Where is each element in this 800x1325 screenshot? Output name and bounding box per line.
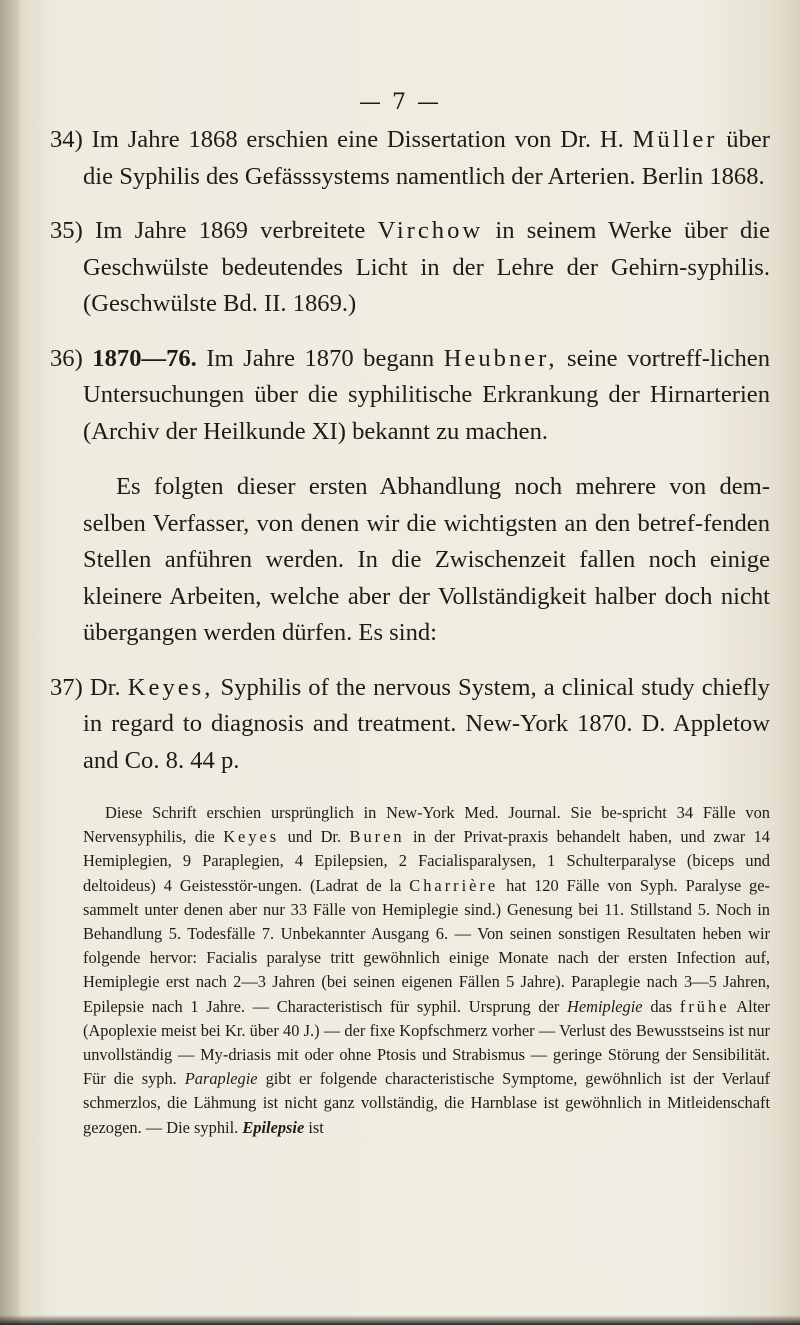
entry-text: in seinem Werke über die Geschwülste bedeutendes Licht in der Lehre der Gehirn-syphilis. (Geschwülste Bd. II. 1869.) [83, 217, 771, 317]
note-text: in der Privat-praxis behandelt haben, und zwar 14 Hemiplegien, 9 Paraplegien, 4 Epilepsien, 2 Facialisparalysen, 1 Schulterparalyse (biceps und deltoideus) 4 Geistesstör-ungen. (Ladrat de la [83, 827, 771, 895]
page-number: — 7 — [359, 90, 441, 115]
entry-35 [50, 213, 770, 323]
page-body [50, 122, 770, 1140]
author-name: Keyes, [127, 673, 214, 701]
entry-number: 37) [50, 673, 83, 701]
author-name: Virchow [377, 217, 484, 244]
entry-text: Im Jahre 1870 begann [206, 344, 435, 372]
note-text: gibt er folgende characteristische Symptome, gewöhnlich ist der Verlauf schmerzlos, die Lähmung ist nicht ganz vollständig, die Harnblase ist gewöhnlich in Mitleidenschaft gezogen. — Die syphil. [83, 1069, 770, 1137]
page-binding-edge [0, 0, 20, 1325]
entry-text: Syphilis of the nervous System, a clinical study chiefly in regard to diagnosis and treatment. New-York 1870. D. Appletow and Co. 8. 44 p. [83, 673, 770, 774]
page-bottom-edge [0, 1315, 800, 1325]
note-text: ist [308, 1117, 324, 1137]
footnote-paragraph [50, 801, 770, 1140]
entry-text: seine vortreff-lichen Untersuchungen über die syphilitische Erkrankung der Hirnarterien (Archiv der Heilkunde XI) bekannt zu machen. [83, 344, 771, 445]
author-name: Keyes [223, 827, 280, 847]
author-name: Heubner, [443, 344, 558, 372]
entry-number: 35) [50, 217, 83, 244]
entry-text: über die Syphilis des Gefässsystems namentlich der Arterien. Berlin 1868. [83, 126, 770, 190]
note-text: Alter (Apoplexie meist bei Kr. über 40 J.) — der fixe Kopfschmerz vorher — Verlust des Bewusstseins ist nur unvollständig — My-driasis mit oder ohne Ptosis und Strabismus — geringe Störung der Sensibilität. Für die syph. [83, 996, 770, 1089]
entry-number: 34) [50, 126, 83, 153]
emphasized-term: frühe [679, 996, 730, 1016]
note-text: Diese Schrift erschien ursprünglich in New-York Med. Journal. Sie be-spricht 34 Fälle von Nervensyphilis, die [83, 803, 770, 847]
entry-36 [50, 341, 770, 451]
entry-number: 36) [50, 344, 83, 372]
entry-text: Dr. [89, 673, 121, 701]
note-text: hat 120 Fälle von Syph. Paralyse ge-sammelt unter denen aber nur 33 Fälle von Hemiplegie sind.) Genesung bei 11. Stillstand 5. Noch in Behandlung 5. Todesfälle 7. Unbekannter Ausgang 6. — Von seinen sonstigen Resultaten heben wir folgende hervor: Facialis paralyse tritt gewöhnlich einige Monate nach der ersten Infection auf, Hemiplegie erst nach 2—3 Jahren (bei seinen eigenen Fällen 5 Jahre). Paraplegie nach 3—5 Jahren, Epilepsie nach 1 Jahre. — Characteristisch für syphil. Ursprung der [83, 875, 770, 1016]
italic-term: Hemiplegie [567, 996, 643, 1016]
entry-text: Im Jahre 1868 erschien eine Dissertation von Dr. H. [91, 126, 624, 153]
note-text: das [650, 996, 673, 1016]
entry-34 [50, 122, 770, 195]
author-name: Charrière [409, 875, 499, 895]
italic-term: Epilepsie [242, 1117, 305, 1137]
note-text: und Dr. [287, 827, 342, 847]
author-name: Buren [349, 827, 405, 847]
italic-term: Paraplegie [184, 1069, 258, 1089]
entry-years: 1870—76. [92, 344, 197, 372]
entry-37 [50, 670, 770, 780]
author-name: Müller [632, 126, 718, 153]
entry-text: Im Jahre 1869 verbreitete [95, 217, 366, 244]
body-paragraph: Es folgten dieser ersten Abhandlung noch mehrere von dem-selben Verfasser, von denen wir die wichtigsten an den betref-fenden Stellen anführen werden. In die Zwischenzeit fallen noch einige kleinere Arbeiten, welche aber der Vollständigkeit halber doch nicht übergangen werden dürfen. Es sind: [83, 473, 770, 646]
